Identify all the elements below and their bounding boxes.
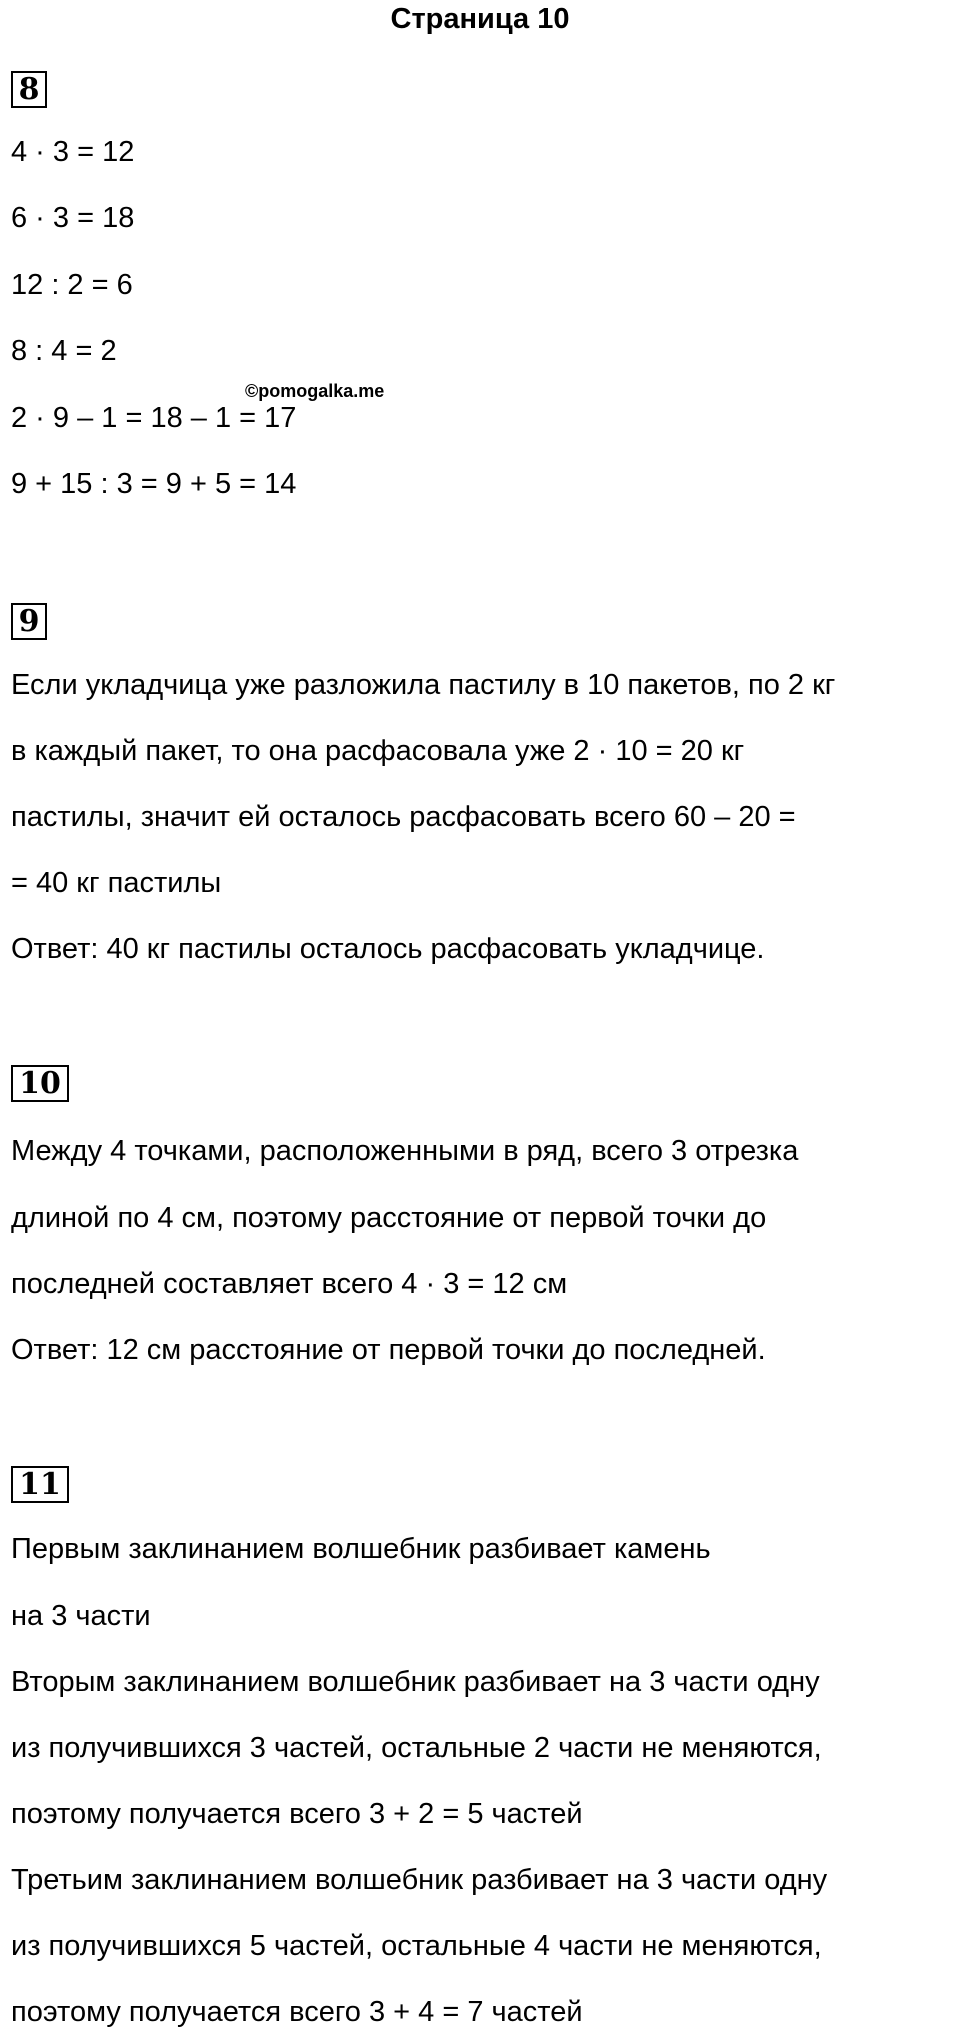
task-10-answer: Ответ: 12 см расстояние от первой точки до последней. <box>11 1334 766 1366</box>
page-title: Страница 10 <box>390 3 570 35</box>
task-11-line-7: из получившихся 5 частей, остальные 4 части не меняются, <box>11 1930 822 1962</box>
task-9-line-2: в каждый пакет, то она расфасовала уже 2 · 10 = 20 кг <box>11 735 745 767</box>
task-8-line-4: 8 : 4 = 2 <box>11 335 117 367</box>
task-8-line-6: 9 + 15 : 3 = 9 + 5 = 14 <box>11 468 297 500</box>
task-11-line-4: из получившихся 3 частей, остальные 2 части не меняются, <box>11 1732 822 1764</box>
task-11-line-5: поэтому получается всего 3 + 2 = 5 частей <box>11 1798 583 1830</box>
task-9-line-1: Если укладчица уже разложила пастилу в 10 пакетов, по 2 кг <box>11 669 836 701</box>
task-11-line-8: поэтому получается всего 3 + 4 = 7 частей <box>11 1996 583 2028</box>
task-11-line-1: Первым заклинанием волшебник разбивает камень <box>11 1533 711 1565</box>
task-11-line-2: на 3 части <box>11 1600 151 1632</box>
task-8-number: 8 <box>11 71 47 108</box>
task-9-line-4: = 40 кг пастилы <box>11 867 222 899</box>
task-8-line-3: 12 : 2 = 6 <box>11 269 133 301</box>
task-9-number: 9 <box>11 603 47 640</box>
task-11-number: 11 <box>11 1466 69 1503</box>
task-9-line-3: пастилы, значит ей осталось расфасовать всего 60 – 20 = <box>11 801 796 833</box>
task-10-number: 10 <box>11 1065 69 1102</box>
task-11-line-6: Третьим заклинанием волшебник разбивает на 3 части одну <box>11 1864 828 1896</box>
task-11-line-3: Вторым заклинанием волшебник разбивает на 3 части одну <box>11 1666 820 1698</box>
task-10-line-3: последней составляет всего 4 · 3 = 12 см <box>11 1268 568 1300</box>
task-10-line-1: Между 4 точками, расположенными в ряд, всего 3 отрезка <box>11 1135 799 1167</box>
task-8-line-1: 4 · 3 = 12 <box>11 136 135 168</box>
watermark: ©pomogalka.me <box>245 381 385 401</box>
task-8-line-5: 2 · 9 – 1 = 18 – 1 = 17 <box>11 402 297 434</box>
task-9-answer: Ответ: 40 кг пастилы осталось расфасовать укладчице. <box>11 933 765 965</box>
task-8-line-2: 6 · 3 = 18 <box>11 202 135 234</box>
task-10-line-2: длиной по 4 см, поэтому расстояние от первой точки до <box>11 1202 767 1234</box>
